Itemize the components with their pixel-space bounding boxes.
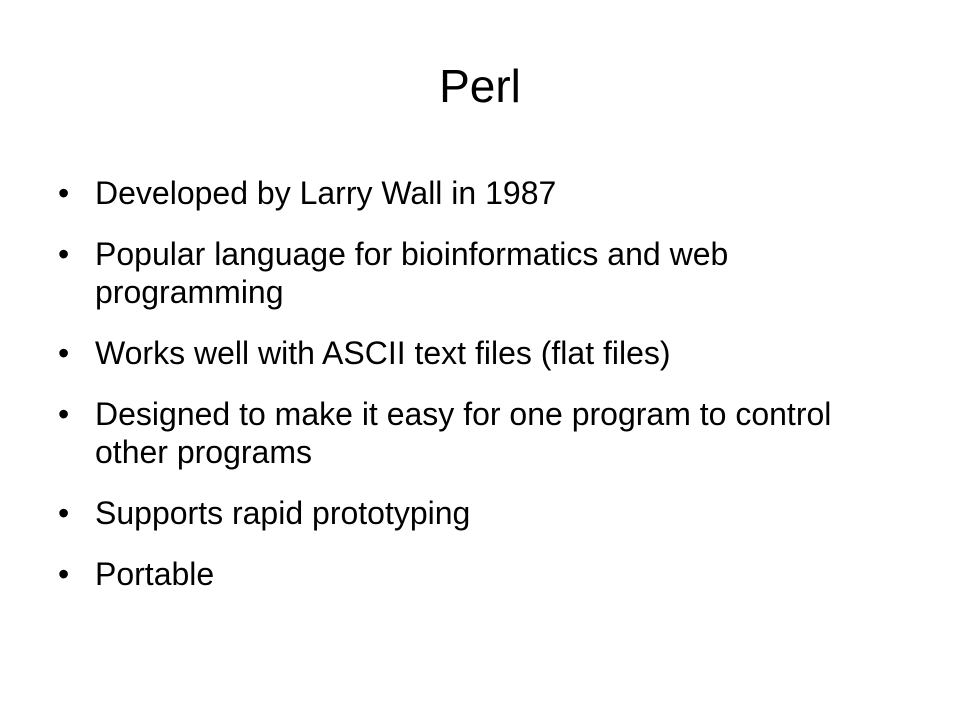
bullet-item <box>58 555 898 593</box>
bullet-text: Popular language for bioinformatics and web programming <box>95 236 729 310</box>
bullet-item <box>58 334 898 372</box>
bullet-text: Designed to make it easy for one program to control other programs <box>95 396 832 470</box>
bullet-text: Works well with ASCII text files (flat files) <box>95 335 671 371</box>
bullet-text: Developed by Larry Wall in 1987 <box>95 175 557 211</box>
bullet-item <box>58 174 898 212</box>
bullet-point-icon: • <box>58 175 70 211</box>
bullet-point-icon: • <box>58 335 70 371</box>
bullet-text: Supports rapid prototyping <box>95 495 471 531</box>
bullet-item <box>58 494 898 532</box>
bullet-point-icon: • <box>58 396 70 432</box>
bullet-item <box>58 235 898 311</box>
bullet-list <box>58 174 898 616</box>
bullet-item <box>58 395 898 471</box>
bullet-point-icon: • <box>58 556 70 592</box>
bullet-point-icon: • <box>58 495 70 531</box>
bullet-text: Portable <box>95 556 215 592</box>
bullet-point-icon: • <box>58 236 70 272</box>
slide-title: Perl <box>439 60 521 112</box>
